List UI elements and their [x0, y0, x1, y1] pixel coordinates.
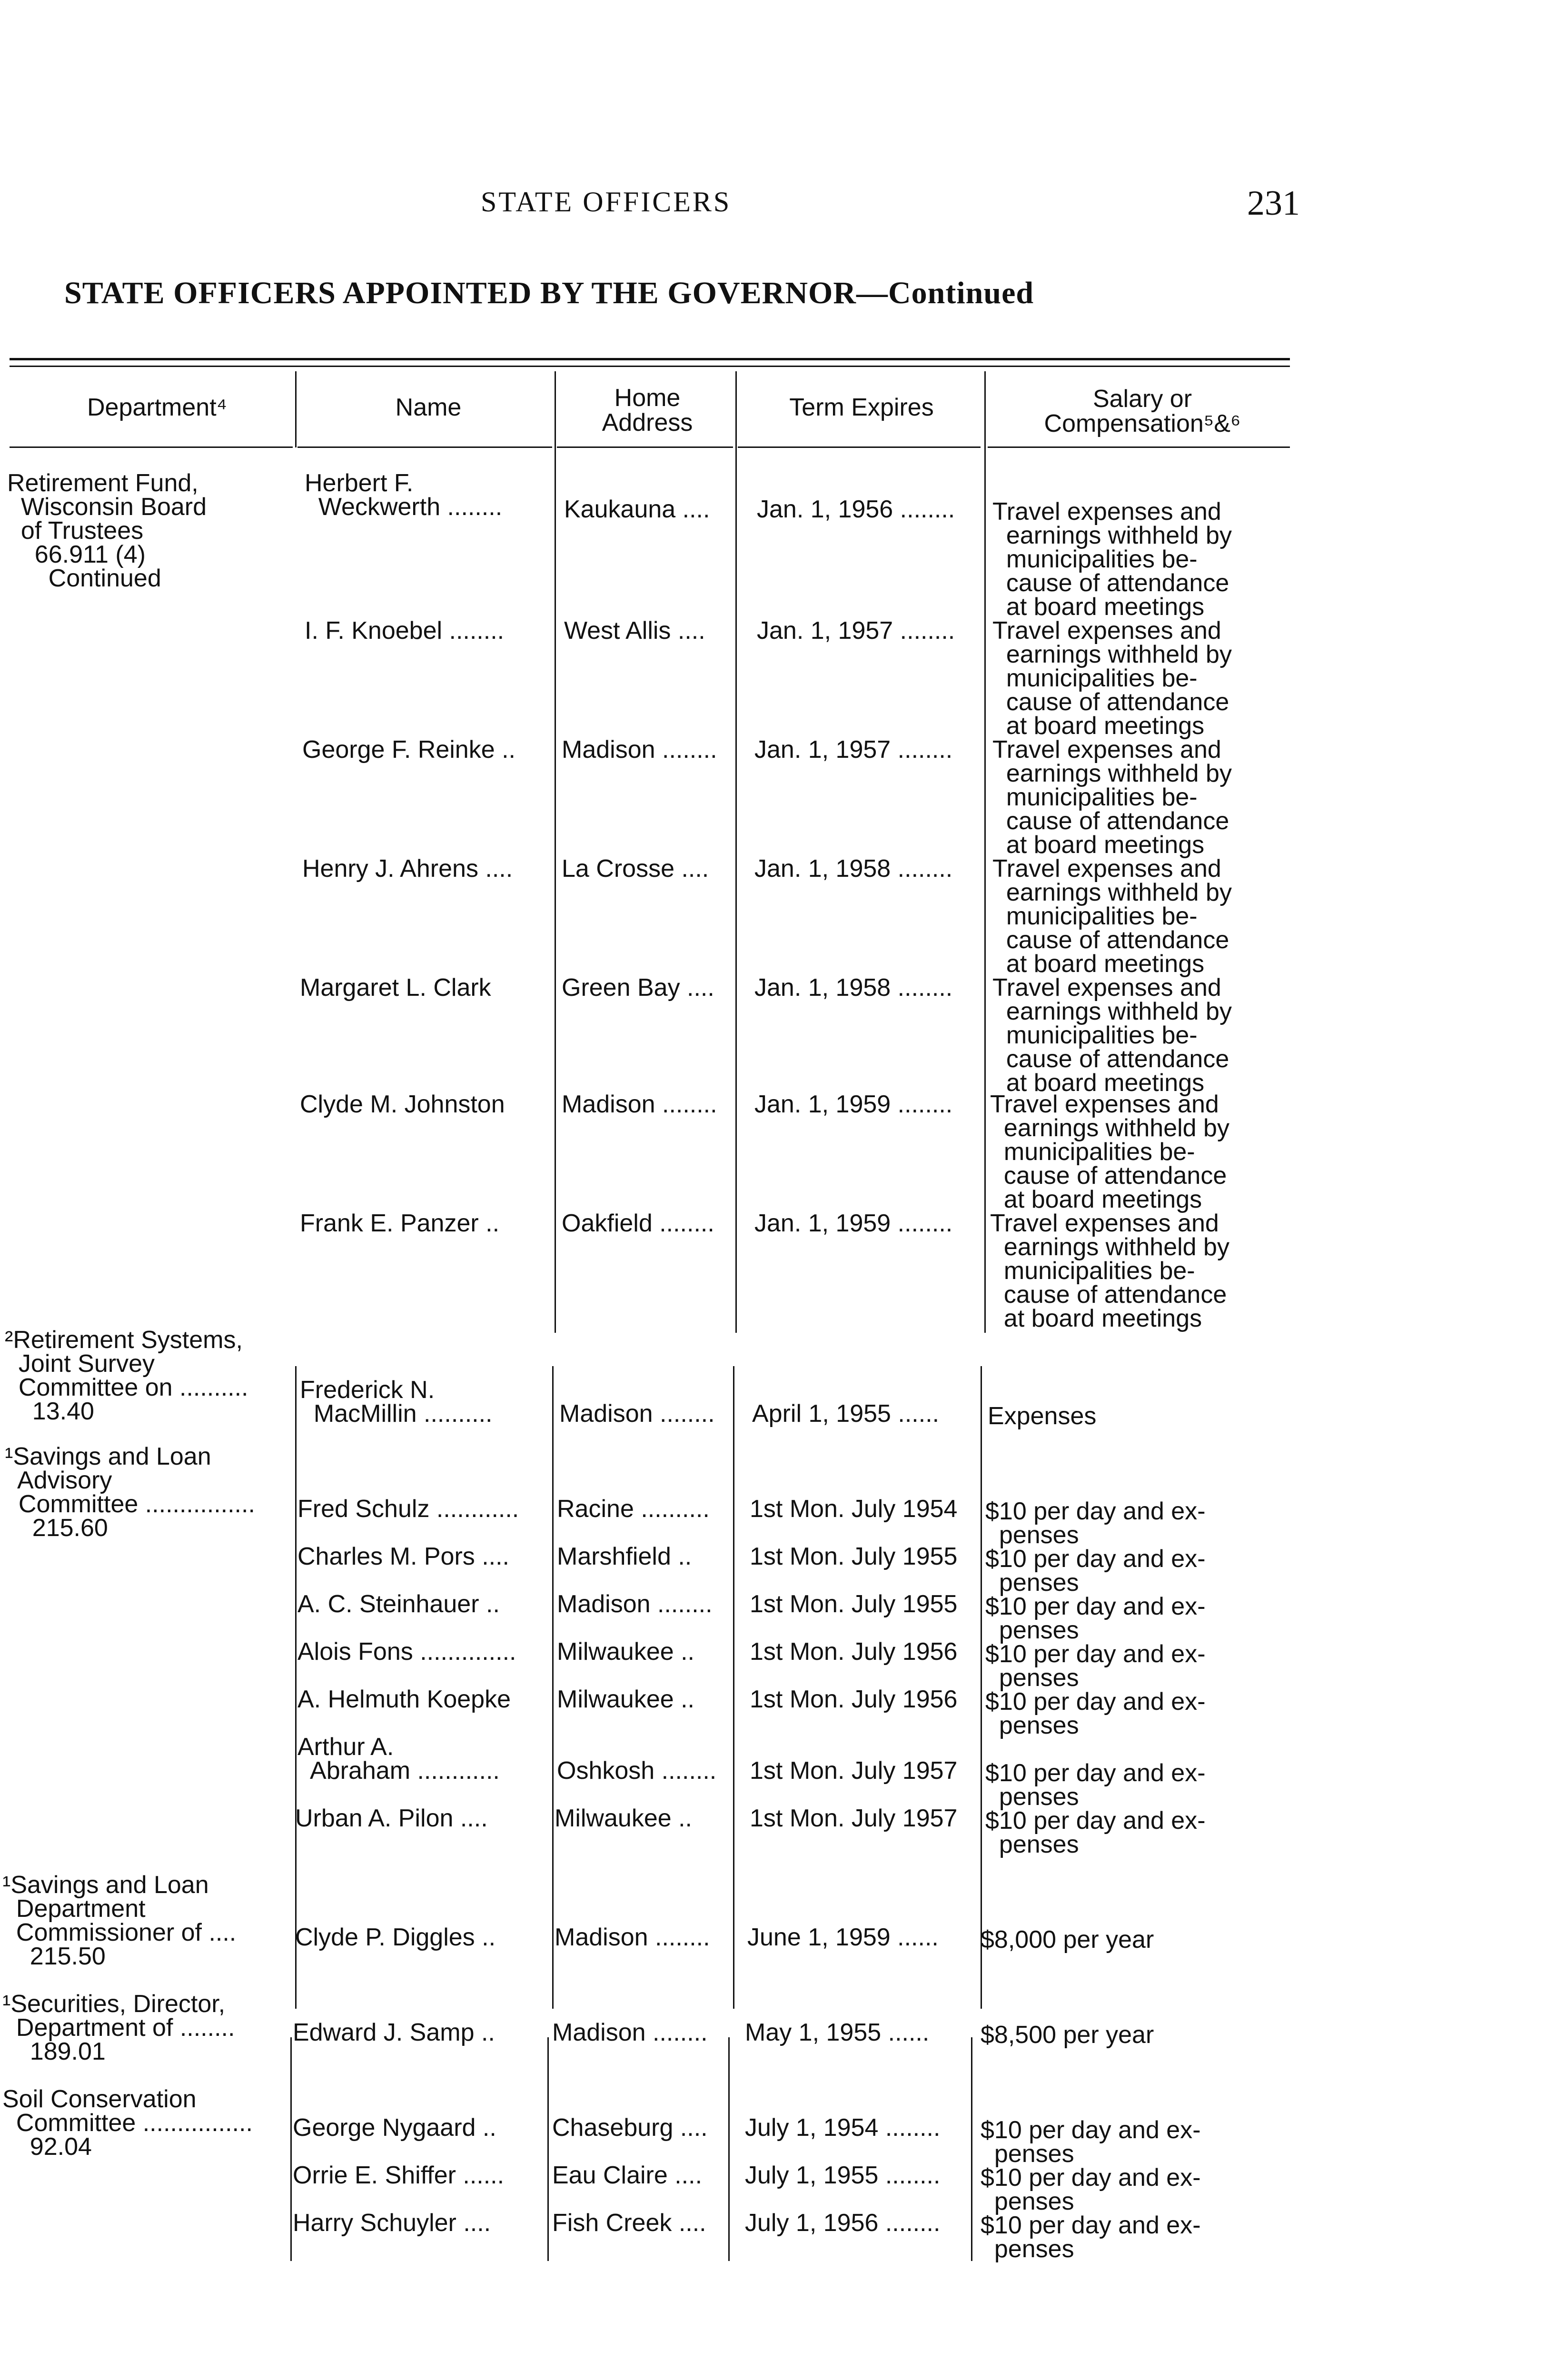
column-rule	[547, 2037, 549, 2261]
row-name: Edward J. Samp ..	[293, 2019, 495, 2046]
row-address: Madison ........	[562, 1091, 717, 1118]
row-salary: Expenses	[988, 1402, 1097, 1430]
row-salary: $10 per day and ex- penses	[985, 1640, 1206, 1692]
table-title: STATE OFFICERS APPOINTED BY THE GOVERNOR—Continued	[64, 276, 1034, 310]
department-cell: Retirement Fund, Wisconsin Board of Trustees 66.911 (4) Continued	[7, 469, 207, 592]
row-salary: $10 per day and ex- penses	[985, 1545, 1206, 1597]
column-header-home-address: Home Address	[602, 384, 693, 436]
table-top-rule-1	[10, 358, 1290, 360]
row-address: Madison ........	[552, 2019, 708, 2046]
header-bottom-rule	[10, 446, 293, 448]
row-address: Fish Creek ....	[552, 2209, 706, 2237]
row-term: 1st Mon. July 1957	[750, 1757, 958, 1785]
row-salary: $10 per day and ex- penses	[981, 2116, 1201, 2168]
row-salary: Travel expenses and earnings withheld by municipalities be- cause of attendance at board meetings	[992, 498, 1232, 621]
row-salary: $10 per day and ex- penses	[985, 1593, 1206, 1644]
row-term: 1st Mon. July 1955	[750, 1590, 958, 1618]
row-term: 1st Mon. July 1957	[750, 1805, 958, 1832]
row-name: George Nygaard ..	[293, 2114, 496, 2142]
row-term: July 1, 1955 ........	[745, 2162, 941, 2189]
row-name: Frederick N. MacMillin ..........	[300, 1376, 493, 1428]
header-bottom-rule	[988, 446, 1290, 448]
row-name: Charles M. Pors ....	[297, 1543, 509, 1570]
row-salary: $10 per day and ex- penses	[985, 1759, 1206, 1811]
row-salary: $10 per day and ex- penses	[985, 1688, 1206, 1739]
row-name: A. Helmuth Koepke	[297, 1686, 511, 1713]
row-term: 1st Mon. July 1954	[750, 1495, 958, 1523]
row-address: Racine ..........	[557, 1495, 710, 1523]
running-head: STATE OFFICERS	[481, 186, 732, 218]
row-address: Kaukauna ....	[564, 496, 710, 523]
column-rule	[555, 371, 556, 1333]
row-salary: $10 per day and ex- penses	[985, 1807, 1206, 1858]
row-salary: Travel expenses and earnings withheld by municipalities be- cause of attendance at board meetings	[992, 736, 1232, 859]
row-salary: Travel expenses and earnings withheld by municipalities be- cause of attendance at board meetings	[990, 1091, 1229, 1213]
row-term: Jan. 1, 1957 ........	[754, 736, 953, 764]
row-term: July 1, 1956 ........	[745, 2209, 941, 2237]
row-name: Frank E. Panzer ..	[300, 1210, 500, 1237]
row-salary: Travel expenses and earnings withheld by municipalities be- cause of attendance at board meetings	[990, 1210, 1229, 1332]
department-cell: ¹Savings and Loan Department Commissioner of .... 215.50	[2, 1871, 237, 1970]
row-term: Jan. 1, 1958 ........	[754, 974, 953, 1002]
row-name: Clyde M. Johnston	[300, 1091, 505, 1118]
row-salary: $8,500 per year	[981, 2021, 1154, 2049]
row-term: Jan. 1, 1956 ........	[757, 496, 955, 523]
table-top-rule-2	[10, 366, 1290, 367]
header-bottom-rule	[297, 446, 552, 448]
row-name: Clyde P. Diggles ..	[295, 1924, 496, 1951]
row-name: I. F. Knoebel ........	[305, 617, 505, 645]
row-term: Jan. 1, 1958 ........	[754, 855, 953, 883]
row-address: Madison ........	[559, 1400, 715, 1428]
row-address: Madison ........	[555, 1924, 710, 1951]
row-address: Green Bay ....	[562, 974, 714, 1002]
row-salary: $10 per day and ex- penses	[981, 2164, 1201, 2215]
row-name: Margaret L. Clark	[300, 974, 491, 1002]
department-cell: ²Retirement Systems, Joint Survey Committee on .......... 13.40	[5, 1326, 248, 1425]
column-header-term-expires: Term Expires	[789, 394, 934, 421]
row-name: Urban A. Pilon ....	[295, 1805, 488, 1832]
department-cell: Soil Conservation Committee ................ 92.04	[2, 2085, 253, 2161]
row-term: 1st Mon. July 1956	[750, 1638, 958, 1666]
row-term: July 1, 1954 ........	[745, 2114, 941, 2142]
column-rule	[735, 371, 737, 1333]
row-name: Henry J. Ahrens ....	[302, 855, 513, 883]
row-term: 1st Mon. July 1956	[750, 1686, 958, 1713]
column-rule	[984, 371, 986, 1333]
row-term: Jan. 1, 1957 ........	[757, 617, 955, 645]
header-bottom-rule	[557, 446, 733, 448]
row-name: Arthur A. Abraham ............	[297, 1733, 500, 1785]
row-term: June 1, 1959 ......	[747, 1924, 939, 1951]
column-rule	[290, 2037, 292, 2261]
page-number: 231	[1247, 184, 1300, 223]
department-cell: ¹Securities, Director, Department of ........ 189.01	[2, 1990, 235, 2065]
row-address: Oakfield ........	[562, 1210, 714, 1237]
row-name: Orrie E. Shiffer ......	[293, 2162, 505, 2189]
row-name: Alois Fons ..............	[297, 1638, 516, 1666]
row-address: Oshkosh ........	[557, 1757, 717, 1785]
column-rule	[295, 1366, 297, 2009]
row-address: Chaseburg ....	[552, 2114, 708, 2142]
row-salary: $8,000 per year	[981, 1926, 1154, 1954]
column-rule	[728, 2037, 730, 2261]
row-salary: Travel expenses and earnings withheld by municipalities be- cause of attendance at board meetings	[992, 617, 1232, 740]
row-term: May 1, 1955 ......	[745, 2019, 930, 2046]
column-rule	[981, 1366, 982, 2009]
column-rule	[971, 2037, 972, 2261]
row-address: Milwaukee ..	[557, 1686, 694, 1713]
row-salary: $10 per day and ex- penses	[981, 2211, 1201, 2263]
column-rule	[552, 1366, 554, 2009]
row-address: Milwaukee ..	[555, 1805, 692, 1832]
column-header-salary: Salary or Compensation⁵&⁶	[1044, 385, 1241, 437]
row-term: April 1, 1955 ......	[752, 1400, 940, 1428]
row-term: 1st Mon. July 1955	[750, 1543, 958, 1570]
row-name: Fred Schulz ............	[297, 1495, 519, 1523]
column-header-name: Name	[395, 394, 462, 421]
row-salary: Travel expenses and earnings withheld by municipalities be- cause of attendance at board meetings	[992, 974, 1232, 1097]
row-term: Jan. 1, 1959 ........	[754, 1210, 953, 1237]
row-name: A. C. Steinhauer ..	[297, 1590, 500, 1618]
row-address: Eau Claire ....	[552, 2162, 703, 2189]
column-rule	[295, 371, 297, 447]
header-bottom-rule	[738, 446, 981, 448]
column-rule	[733, 1366, 734, 2009]
row-name: Herbert F. Weckwerth ........	[305, 469, 503, 521]
row-name: George F. Reinke ..	[302, 736, 515, 764]
row-term: Jan. 1, 1959 ........	[754, 1091, 953, 1118]
row-address: West Allis ....	[564, 617, 705, 645]
row-address: Madison ........	[562, 736, 717, 764]
row-address: La Crosse ....	[562, 855, 709, 883]
department-cell: ¹Savings and Loan Advisory Committee ................ 215.60	[5, 1443, 255, 1542]
row-address: Milwaukee ..	[557, 1638, 694, 1666]
row-address: Marshfield ..	[557, 1543, 692, 1570]
row-address: Madison ........	[557, 1590, 713, 1618]
row-salary: $10 per day and ex- penses	[985, 1497, 1206, 1549]
row-name: Harry Schuyler ....	[293, 2209, 491, 2237]
column-header-department: Department⁴	[87, 394, 228, 421]
row-salary: Travel expenses and earnings withheld by municipalities be- cause of attendance at board meetings	[992, 855, 1232, 978]
